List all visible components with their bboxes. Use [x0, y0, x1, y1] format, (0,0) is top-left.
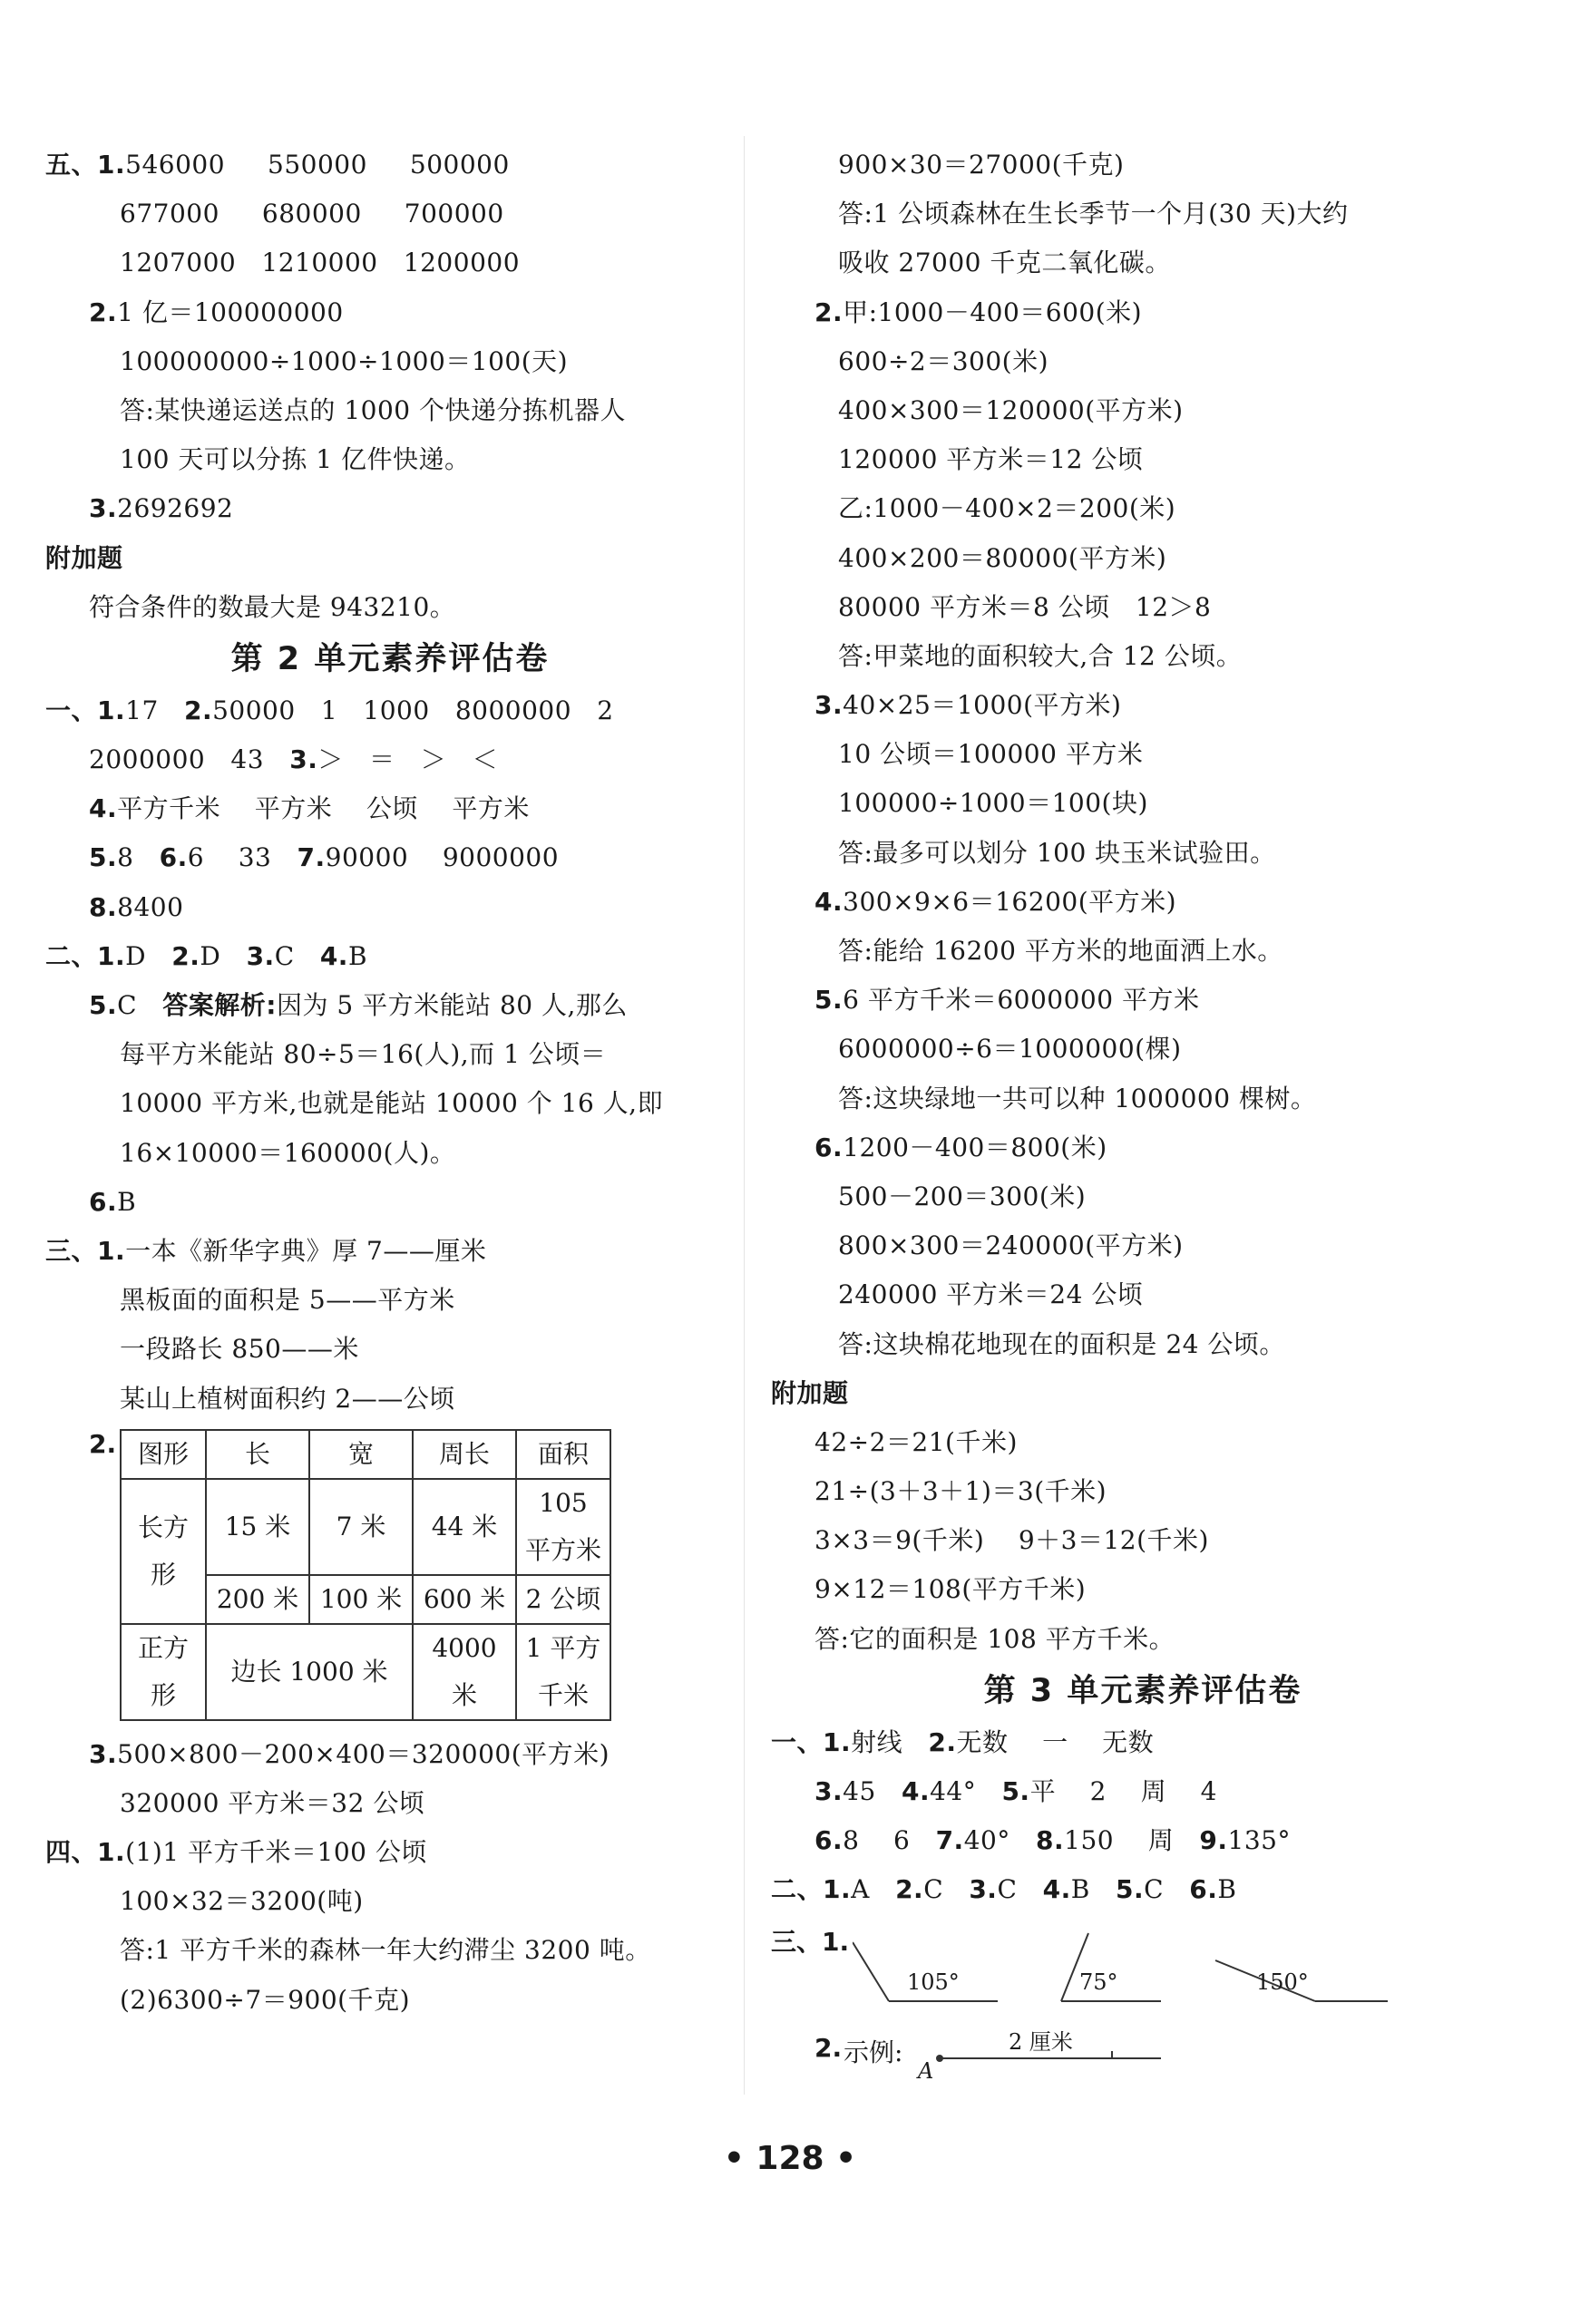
segment-drawing [934, 2040, 1170, 2076]
table-cell: 100 米 [309, 1575, 413, 1624]
line: 某山上植树面积约 2——公顷 [120, 1383, 455, 1414]
table-header: 长 [206, 1430, 309, 1479]
line: 一段路长 850——米 [120, 1334, 359, 1365]
example-label: 示例: [844, 2037, 903, 2067]
line: 答:1 公顷森林在生长季节一个月(30 天)大约 [838, 199, 1349, 229]
angle-label: 75° [1079, 1969, 1118, 1995]
line: 80000 平方米＝8 公顷 12＞8 [838, 591, 1212, 622]
line: 6000000÷6＝1000000(棵) [838, 1034, 1182, 1065]
point-label: A [918, 2057, 934, 2084]
line: 答:它的面积是 108 平方千米。 [814, 1623, 1175, 1654]
line: 100 天可以分拣 1 亿件快递。 [120, 444, 471, 475]
line: 3.2692692 [89, 493, 234, 524]
line: 9×12＝108(平方千米) [814, 1574, 1087, 1605]
line: 6.8 6 7.40° 8.150 周 9.135° [814, 1825, 1291, 1856]
table-cell: 105 平方米 [516, 1479, 610, 1575]
segment-figure [771, 2024, 1515, 2096]
table-cell: 600 米 [413, 1575, 516, 1624]
angle-label: 150° [1256, 1969, 1309, 1995]
question-number: 三、1. [771, 1926, 850, 1957]
line: 400×200＝80000(平方米) [838, 542, 1167, 573]
table-header: 周长 [413, 1430, 516, 1479]
line: 10000 平方米,也就是能站 10000 个 16 人,即 [120, 1088, 664, 1119]
line: 1207000 1210000 1200000 [120, 248, 521, 278]
line: 2.1 亿＝100000000 [89, 297, 344, 327]
question-number: 2. [814, 2032, 843, 2063]
line: 3.500×800－200×400＝320000(平方米) [89, 1738, 610, 1769]
line: 一、1.射线 2.无数 一 无数 [771, 1726, 1155, 1757]
line: 10 公顷＝100000 平方米 [838, 739, 1144, 770]
line: 900×30＝27000(千克) [838, 150, 1125, 180]
line: 21÷(3＋3＋1)＝3(千米) [814, 1476, 1107, 1507]
extra-question-title: 附加题 [45, 542, 123, 573]
line: 400×300＝120000(平方米) [838, 394, 1184, 425]
line: 2000000 43 3.＞ ＝ ＞ ＜ [89, 744, 498, 775]
line: 100000000÷1000÷1000＝100(天) [120, 345, 569, 376]
line: 答:最多可以划分 100 块玉米试验田。 [838, 837, 1276, 868]
left-column [45, 141, 735, 2025]
table-cell: 2 公顷 [516, 1575, 610, 1624]
table-row [121, 1479, 610, 1575]
line: 5.C 答案解析:因为 5 平方米能站 80 人,那么 [89, 990, 628, 1020]
line: 答:这块棉花地现在的面积是 24 公顷。 [838, 1328, 1285, 1359]
table-cell: 1 平方千米 [516, 1624, 610, 1720]
table-cell: 4000 米 [413, 1624, 516, 1720]
line: 二、1.A 2.C 3.C 4.B 5.C 6.B [771, 1874, 1237, 1905]
line: 3×3＝9(千米) 9＋3＝12(千米) [814, 1525, 1209, 1556]
line: 答:某快递运送点的 1000 个快递分拣机器人 [120, 394, 626, 425]
right-column [771, 141, 1515, 2096]
line: 5.6 平方千米＝6000000 平方米 [814, 985, 1200, 1016]
column-divider [744, 136, 745, 2095]
table-block [45, 1429, 735, 1721]
line: 4.300×9×6＝16200(平方米) [814, 886, 1177, 917]
line: 600÷2＝300(米) [838, 345, 1049, 376]
line: 二、1.D 2.D 3.C 4.B [45, 940, 368, 971]
table-header-row [121, 1430, 610, 1479]
line: 8.8400 [89, 891, 184, 922]
line: 5.8 6.6 33 7.90000 9000000 [89, 842, 560, 873]
line: 6.B [89, 1186, 137, 1217]
table-cell: 长方形 [121, 1479, 206, 1624]
question-number: 2. [89, 1428, 117, 1459]
table-cell: 44 米 [413, 1479, 516, 1575]
line: 800×300＝240000(平方米) [838, 1230, 1184, 1261]
line: 3.45 4.44° 5.平 2 周 4 [814, 1776, 1217, 1806]
table-cell: 正方形 [121, 1624, 206, 1720]
table-cell: 7 米 [309, 1479, 413, 1575]
line: 四、1.(1)1 平方千米＝100 公顷 [45, 1837, 427, 1868]
line: 每平方米能站 80÷5＝16(人),而 1 公顷＝ [120, 1039, 607, 1070]
line: 答:1 平方千米的森林一年大约滞尘 3200 吨。 [120, 1935, 651, 1966]
line: 黑板面的面积是 5——平方米 [120, 1285, 455, 1316]
line: 6.1200－400＝800(米) [814, 1132, 1107, 1162]
shape-table [120, 1429, 611, 1721]
line: 500－200＝300(米) [838, 1181, 1087, 1211]
line: 42÷2＝21(千米) [814, 1426, 1018, 1457]
line: 答:能给 16200 平方米的地面洒上水。 [838, 936, 1283, 966]
table-header: 面积 [516, 1430, 610, 1479]
line: 4.平方千米 平方米 公顷 平方米 [89, 793, 530, 824]
table-cell: 200 米 [206, 1575, 309, 1624]
line: (2)6300÷7＝900(千克) [120, 1984, 410, 2015]
line: 2.甲:1000－400＝600(米) [814, 297, 1143, 327]
line: 五、1.546000 550000 500000 [45, 150, 510, 180]
extra-question-title: 附加题 [771, 1377, 849, 1408]
unit-3-title: 第 3 单元素养评估卷 [983, 1672, 1302, 1709]
line: 100000÷1000＝100(块) [838, 788, 1148, 819]
line: 3.40×25＝1000(平方米) [814, 690, 1122, 721]
unit-2-title: 第 2 单元素养评估卷 [230, 640, 550, 677]
line: 符合条件的数最大是 943210。 [89, 591, 456, 622]
table-header: 图形 [121, 1430, 206, 1479]
line: 16×10000＝160000(人)。 [120, 1137, 456, 1168]
line: 120000 平方米＝12 公顷 [838, 444, 1144, 475]
line: 答:这块绿地一共可以种 1000000 棵树。 [838, 1083, 1317, 1113]
line: 吸收 27000 千克二氧化碳。 [838, 248, 1171, 278]
line: 答:甲菜地的面积较大,合 12 公顷。 [838, 640, 1243, 671]
line: 一、1.17 2.50000 1 1000 8000000 2 [45, 695, 614, 725]
line: 100×32＝3200(吨) [120, 1886, 364, 1917]
angle-figures [771, 1915, 1515, 2024]
table-cell: 边长 1000 米 [206, 1624, 413, 1720]
line: 240000 平方米＝24 公顷 [838, 1279, 1144, 1310]
table-row [121, 1624, 610, 1720]
line: 乙:1000－400×2＝200(米) [838, 493, 1176, 524]
line: 677000 680000 700000 [120, 199, 504, 229]
line: 320000 平方米＝32 公顷 [120, 1787, 425, 1818]
table-header: 宽 [309, 1430, 413, 1479]
line: 三、1.一本《新华字典》厚 7——厘米 [45, 1235, 487, 1266]
angle-label: 105° [907, 1969, 960, 1995]
page-number: • 128 • [723, 2140, 857, 2177]
table-cell: 15 米 [206, 1479, 309, 1575]
segment-length-label: 2 厘米 [1009, 2028, 1073, 2055]
